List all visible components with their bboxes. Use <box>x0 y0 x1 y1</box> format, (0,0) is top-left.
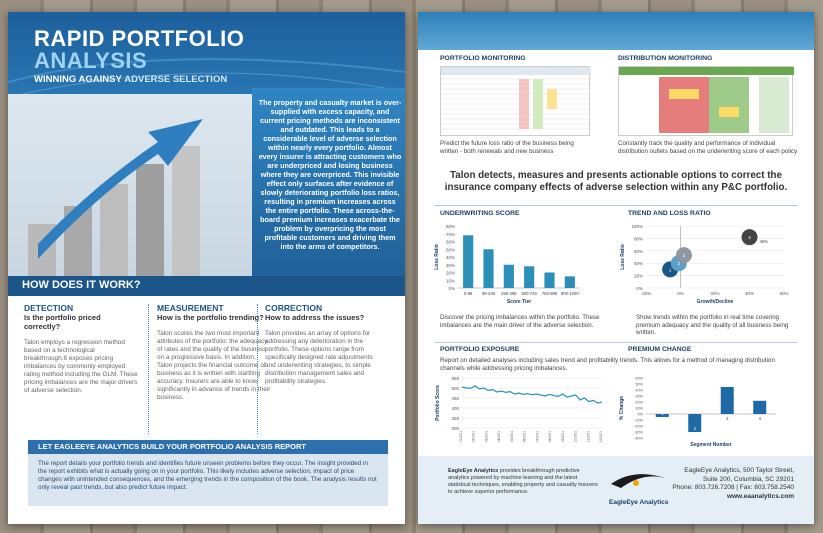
y-tick-label: 350 <box>451 416 459 421</box>
address-line: Phone: 803.726.7208 | Fax: 803.758.2540 <box>672 484 794 491</box>
y-tick-label: 0% <box>636 286 643 291</box>
point-label: 4 <box>748 235 751 241</box>
y-tick-label: 60% <box>633 248 643 254</box>
y-tick-label: 400 <box>451 406 459 411</box>
exposure-chart <box>432 374 612 452</box>
correction-column <box>265 304 379 386</box>
premium-title: PREMIUM CHANGE <box>628 346 692 353</box>
x-tick-label: 07/1/01 <box>535 431 540 443</box>
column-question: How is the portfolio trending? <box>157 313 264 322</box>
underwriting-caption: Discover the pricing imbalances within the portfolio. These imbalances are the main driver of the adverse selection. <box>440 314 600 329</box>
graphic-bar <box>172 146 200 279</box>
distribution-spreadsheet <box>618 66 793 136</box>
trend-chart <box>616 218 796 312</box>
x-tick-label: 250-499 <box>501 291 517 296</box>
y-tick-label: -30% <box>634 430 643 435</box>
point-label: 1 <box>668 267 672 273</box>
y-tick-label: 450 <box>451 396 459 401</box>
measurement-column <box>157 304 271 402</box>
underwriting-title: UNDERWRITING SCORE <box>440 210 520 217</box>
graphic-bar <box>100 184 128 279</box>
x-tick-label: 05/1/01 <box>509 431 514 443</box>
y-tick-label: 80% <box>445 224 455 229</box>
address-line: Suite 200, Columbia, SC 29201 <box>702 475 794 483</box>
bar <box>544 273 554 289</box>
detection-column <box>24 304 138 395</box>
headline: Talon detects, measures and presents actionable options to correct the insurance company effects of adverse selection within any P&C portfolio. <box>444 170 788 193</box>
column-body: Talon scores the two most important attributes of the portfolio: the adequacy of rates and the quality of the business on a progressive basis. In addition, Talon projects the financial outcome of business as it is written with startling accuracy. Insurers are able to know significantly in advance of trends in their business. <box>157 330 271 401</box>
title-line2: ANALYSIS <box>34 48 148 73</box>
column-body: Talon employs a regression method based on a technological breakthrough.It exposes pricing imbalances by commonly employed rating method including the GLM. These pricing imbalances are the major drivers of adverse selection. <box>24 339 138 394</box>
y-tick-label: 60% <box>635 376 643 381</box>
x-axis-label: Segment Number <box>690 442 732 448</box>
y-axis-label: Loss Ratio <box>434 244 440 270</box>
y-tick-label: 100% <box>631 224 643 229</box>
how-heading-bar <box>8 276 405 296</box>
x-tick-label: 60% <box>779 291 789 296</box>
bar <box>721 387 734 414</box>
x-tick-label: 10/1/01 <box>573 431 578 443</box>
subtitle <box>34 74 227 85</box>
how-heading: HOW DOES IT WORK? <box>22 279 141 291</box>
column-heading: DETECTION <box>24 303 74 313</box>
bar <box>565 276 575 288</box>
logo-wordmark: EagleEye Analytics <box>609 499 669 506</box>
report-body: The report details your portfolio trends and identifies future unseen problems before they occur. The insight provided in the report exhibits what is actually going on in your portfolio. This likely includes adverse selection, impact of price changes with unintended consequences, and the emerging trends in the composition of the book. The analysis results not only reveal past trends, but also predict future impact. <box>28 454 388 506</box>
x-tick-label: 99-249 <box>481 291 496 296</box>
exposure-title: PORTFOLIO EXPOSURE <box>440 346 520 353</box>
premium-chart <box>616 374 796 452</box>
portfolio-spreadsheet <box>440 66 590 136</box>
column-heading: CORRECTION <box>265 303 323 313</box>
footer-description: provides breakthrough predictive analytics powered by machine learning and the latest statistical techniques, enabling property and casualty insurers to achieve superior performance. <box>448 468 598 495</box>
left-page <box>8 12 405 524</box>
bar-label: 3 <box>726 416 729 421</box>
y-axis-label: Portfolio Score <box>435 385 441 421</box>
trend-title: TREND AND LOSS RATIO <box>628 210 711 217</box>
x-tick-label: 40% <box>744 291 755 296</box>
y-tick-label: 500 <box>451 386 459 391</box>
distribution-monitoring-caption: Constantly track the quality and performance of individual distribution outlets based on the underwriting score of each policy <box>618 140 798 155</box>
x-axis-label: Score Tier <box>506 299 532 305</box>
x-tick-label: 0-98 <box>463 291 473 296</box>
y-tick-label: 20% <box>635 400 643 405</box>
underwriting-chart <box>432 218 592 312</box>
distribution-monitoring-title: DISTRIBUTION MONITORING <box>618 55 713 62</box>
bar <box>753 401 766 414</box>
series-line <box>462 386 602 403</box>
y-tick-label: 40% <box>633 261 643 267</box>
y-tick-label: -10% <box>634 418 643 423</box>
bar <box>463 235 473 288</box>
x-tick-label: 09/1/01 <box>560 431 565 443</box>
x-tick-label: 900-1000 <box>560 291 579 296</box>
right-header <box>418 12 814 50</box>
y-tick-label: 20% <box>445 270 455 276</box>
x-tick-label: 750-899 <box>541 291 558 296</box>
y-tick-label: 30% <box>445 262 455 268</box>
y-tick-label: 10% <box>445 278 455 284</box>
x-tick-label: 12/1/01 <box>599 431 603 443</box>
y-axis-label: % Change <box>619 395 625 421</box>
trend-caption: Show trends within the portfolio in real time covering premium adequacy and the quality of all business being written. <box>636 314 789 336</box>
y-axis-label: Loss Ratio <box>620 244 626 270</box>
point-label: 2 <box>677 261 681 267</box>
bar <box>504 265 514 288</box>
eagleeye-logo <box>603 464 673 510</box>
y-tick-label: 70% <box>445 231 455 237</box>
point-label: 3 <box>682 253 686 259</box>
column-divider <box>257 304 258 434</box>
y-tick-label: 50% <box>635 382 643 387</box>
address-line: EagleEye Analytics, 500 Taylor Street, <box>684 467 794 474</box>
bar-label: 2 <box>693 426 696 431</box>
column-question: How to address the issues? <box>265 313 365 322</box>
column-question: Is the portfolio priced correctly? <box>24 313 101 331</box>
title-line1: RAPID PORTFOLIO <box>34 26 245 51</box>
x-tick-label: -20% <box>640 291 652 296</box>
x-tick-label: 01/1/01 <box>459 431 463 443</box>
portfolio-monitoring-title: PORTFOLIO MONITORING <box>440 55 526 62</box>
y-tick-label: 60% <box>445 239 455 245</box>
x-tick-label: 500-749 <box>521 291 537 296</box>
x-tick-label: 20% <box>710 291 720 296</box>
y-tick-label: 30% <box>635 394 643 399</box>
y-tick-label: 550 <box>451 376 459 381</box>
y-tick-label: 40% <box>445 255 455 260</box>
address <box>672 467 794 501</box>
bar <box>483 249 493 288</box>
y-tick-label: 80% <box>633 236 643 242</box>
column-divider <box>148 304 149 434</box>
portfolio-monitoring-caption: Predict the future loss ratio of the business being written - both renewals and new business <box>440 140 574 155</box>
intro-text: The property and casualty market is over-supplied with excess capacity, and current pricing methods are inconsistent and outdated. This leads to a considerable level of adverse selection within nearly every portfolio. Almost every insurer is attracting customers who are underpriced and losing business where they are overpriced. This invisible effect only surfaces after evidence of slowly deteriorating portfolio loss ratios, resulting in premium increases across the entire portfolio. These across-the-board premium increases exacerbate the problem by overpricing the most profitable customers and driving them into the arms of competitors. <box>258 98 402 251</box>
x-tick-label: 03/1/01 <box>484 431 489 443</box>
footer-text <box>448 468 598 496</box>
x-tick-label: 0% <box>677 291 684 296</box>
right-page <box>418 12 814 524</box>
bar-label: 1 <box>661 411 664 416</box>
column-body: Talon provides an array of options for addressing any deterioration in the portfolio. These options range from specifically designed rate adjustments and underwriting strategies, to simple distribution management sales and profitability strategies. <box>265 330 373 385</box>
section-rule <box>434 205 798 206</box>
footer-company: EagleEye Analytics <box>448 468 499 474</box>
x-tick-label: 02/1/01 <box>471 431 476 443</box>
subtitle-prefix: WINNING AGAINSY <box>34 74 125 85</box>
y-tick-label: -40% <box>634 436 643 441</box>
y-tick-label: 10% <box>635 406 643 411</box>
y-tick-label: 300 <box>451 426 459 431</box>
x-tick-label: 06/1/01 <box>522 431 527 443</box>
y-tick-label: 50% <box>445 247 455 253</box>
x-axis-label: Growth/Decline <box>696 299 734 305</box>
x-tick-label: 11/1/01 <box>586 431 591 443</box>
y-tick-label: 20% <box>633 273 643 279</box>
point-annotation: 45% <box>759 239 768 245</box>
exposure-text: Report on detailed analyses including sales trend and profitability trends. This allows for a method of managing distribution channels while addressing pricing imbalances. <box>440 357 775 372</box>
subtitle-highlight: ADVERSE SELECTION <box>124 74 228 85</box>
y-tick-label: -20% <box>634 424 643 429</box>
y-tick-label: 0% <box>637 412 643 417</box>
growth-graphic <box>8 94 260 284</box>
report-band-label: LET EAGLEEYE ANALYTICS BUILD YOUR PORTFOLIO ANALYSIS REPORT <box>38 442 306 451</box>
bar-label: 4 <box>758 416 761 421</box>
section-rule <box>434 342 798 343</box>
x-tick-label: 04/1/01 <box>497 431 502 443</box>
graphic-bar <box>136 164 164 279</box>
x-tick-label: 08/1/01 <box>548 431 553 443</box>
bar <box>524 266 534 288</box>
column-heading: MEASUREMENT <box>157 303 224 313</box>
address-line: www.eaanalytics.com <box>727 492 794 500</box>
y-tick-label: 40% <box>635 388 643 393</box>
report-band <box>28 440 388 454</box>
y-tick-label: 0% <box>448 286 455 291</box>
